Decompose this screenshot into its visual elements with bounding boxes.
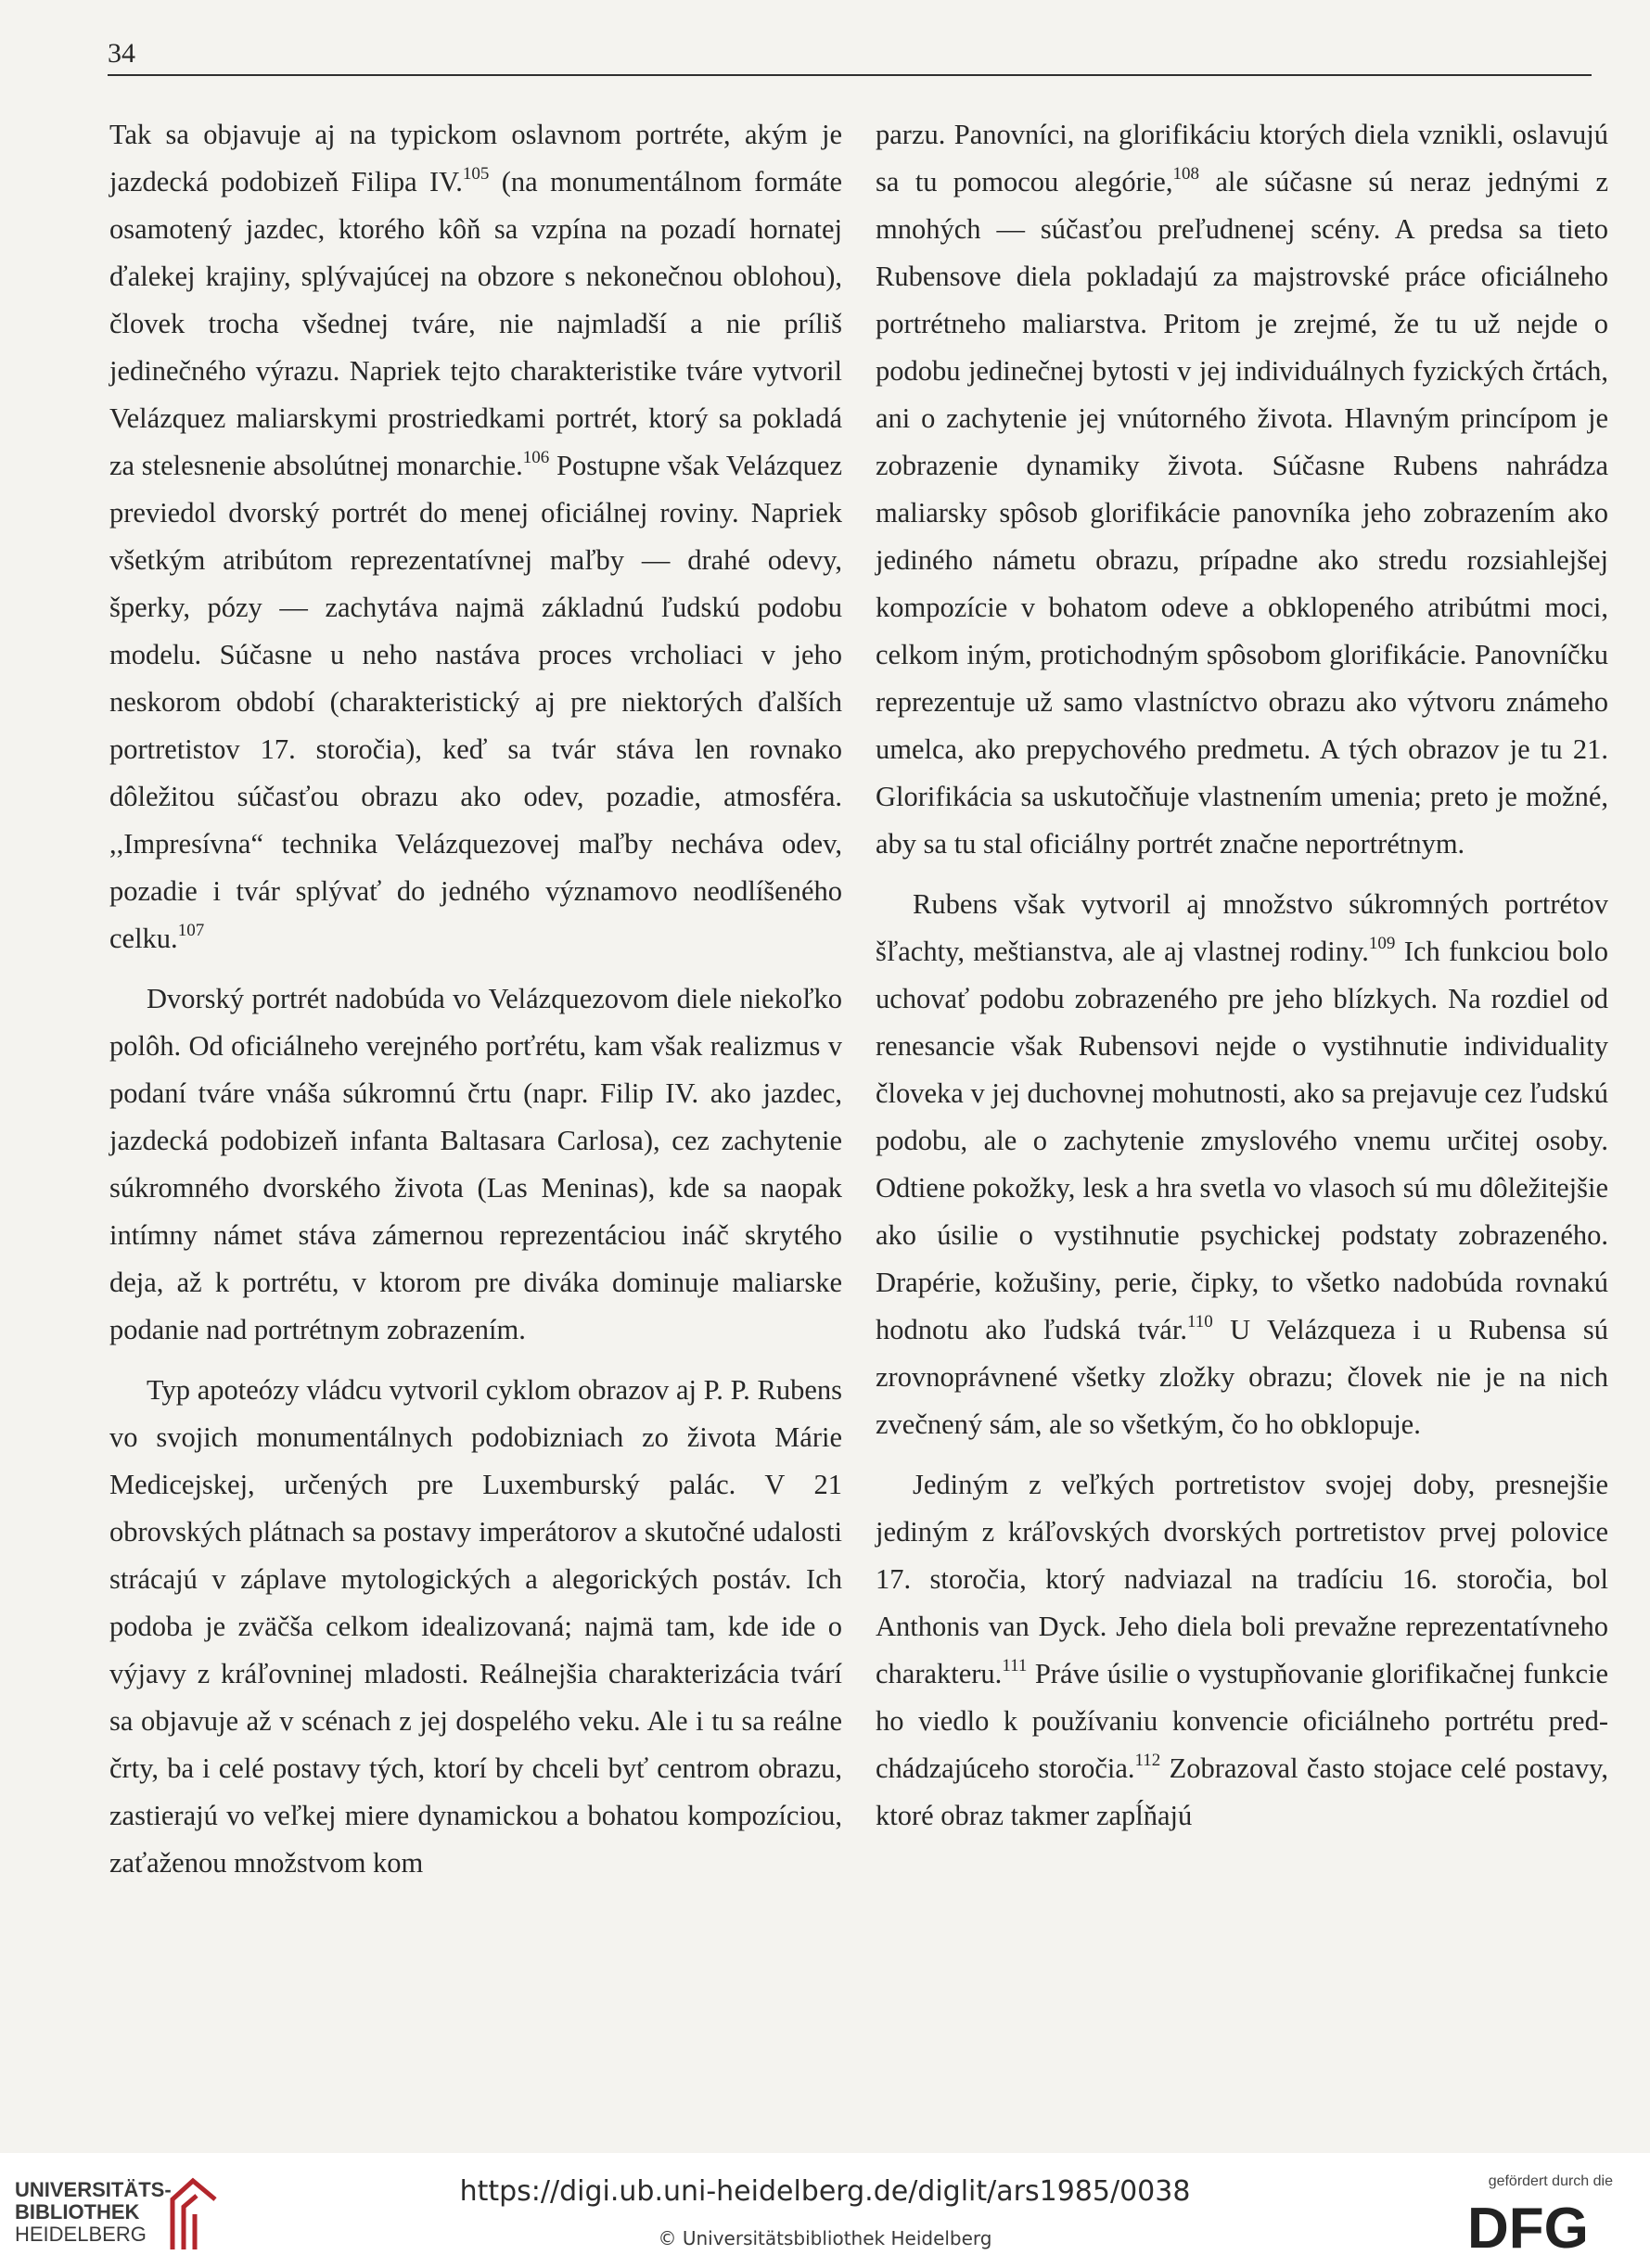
dfg-logo-icon[interactable]: [1467, 2199, 1618, 2253]
paragraph: [876, 881, 1608, 1448]
page-number: 34: [108, 38, 135, 69]
footnote-ref[interactable]: 106: [522, 448, 550, 467]
page-url-link[interactable]: https://digi.ub.uni-heidelberg.de/diglit/ars1985/0038: [459, 2175, 1191, 2208]
footnote-ref[interactable]: 108: [1172, 164, 1199, 184]
paragraph-text: Tak sa objavuje aj na typickom oslavnom portréte, akým je jazdecká podobizeň Filipa IV.: [109, 119, 842, 197]
footnote-ref[interactable]: 110: [1186, 1312, 1213, 1331]
footnote-ref[interactable]: 111: [1002, 1656, 1028, 1676]
footnote-ref[interactable]: 112: [1134, 1751, 1161, 1770]
paragraph: [109, 111, 842, 962]
paragraph: [876, 1461, 1608, 1840]
paragraph: Typ apoteózy vládcu vytvoril cyklom obrazov aj P. P. Rubens vo svojich monumentálnych podobizniach zo života Márie Medicejskej, určených pre Luxemburský palác. V 21 obrovských plátnach sa postavy imperátorov a skutočné udalosti strácajú v záplave mytologických a alegorických postáv. Ich podoba je zväčša celkom idealizovaná; najmä tam, kde ide o výjavy z kráľovninej mladosti. Reálnejšia charakterizácia tvárí sa objavuje až v scénach z jej dospelého veku. Ale i tu sa reálne črty, ba i celé postavy tých, ktorí by chceli byť centrom obrazu, zastierajú vo veľkej miere dynamickou a bohatou kompozíciou, zaťaženou množstvom kom: [109, 1374, 842, 1879]
paragraph-text: Rubens však vytvoril aj množstvo súkromných portrétov šľachty, meštianstva, ale aj vlastnej rodiny.: [876, 888, 1608, 967]
paragraph-text: parzu. Panovníci, na glorifikáciu ktorých diela vznikli, oslavujú sa tu pomocou alegórie,: [876, 119, 1608, 197]
footnote-ref[interactable]: 109: [1368, 934, 1396, 953]
footer-bar: [0, 2153, 1650, 2268]
paragraph-text: Jediným z veľkých portretistov svojej doby, presnejšie jediným z kráľovských dvorských portretistov prvej polovice 17. storočia, ktorý nadviazal na tradíciu 16. storočia, bol Anthonis van Dyck. Jeho diela boli prevažne reprezentatívneho charakteru.: [876, 1469, 1608, 1689]
sponsor-note: gefördert durch die: [1488, 2173, 1613, 2189]
paragraph-text: Práve úsilie o vystupňovanie glorifikačnej funkcie ho viedlo k používaniu konvencie oficiálneho portrétu predchádzajúceho storočia.: [876, 1658, 1608, 1784]
paragraph-text: Zobrazoval často stojace celé postavy, ktoré obraz takmer zapĺňajú: [876, 1752, 1608, 1831]
paragraph-text: U Velázqueza i u Rubensa sú zrovnoprávnené všetky zložky obrazu; človek nie je na nich zvečnený sám, ale so všetkým, čo ho obklopuje.: [876, 1314, 1609, 1440]
copyright-notice: © Universitätsbibliothek Heidelberg: [658, 2227, 992, 2249]
footnote-ref[interactable]: 105: [462, 164, 490, 184]
header-rule: [108, 74, 1592, 76]
paragraph-text: Postupne však Velázquez previedol dvorský portrét do menej oficiálnej roviny. Napriek všetkým atribútom reprezentatívnej maľby — drahé odevy, šperky, pózy — zachytáva najmä základnú ľudskú podobu modelu. Súčasne u neho nastáva proces vrcholiaci v jeho neskorom období (charakteristický aj pre niektorých ďalších portretistov 17. storočia), keď sa tvár stáva len rovnako dôležitou súčasťou obrazu ako odev, pozadie, atmosféra. ,,Impresívna“ technika Velázquezovej maľby necháva odev, pozadie i tvár splývať do jedného významovo neodlíšeného celku.: [109, 450, 842, 954]
paragraph-text: (na monumentálnom formáte osamotený jazdec, ktorého kôň sa vzpína na pozadí hornatej ďalekej krajiny, splývajúcej na obzore s nekonečnou oblohou), človek trocha všednej tváre, nie najmladší a nie príliš jedinečného výrazu. Napriek tejto charakteristike tváre vytvoril Velázquez maliarskymi prostriedkami portrét, ktorý sa pokladá za stelesnenie absolútnej monarchie.: [109, 166, 842, 481]
paragraph: Dvorský portrét nadobúda vo Velázquezovom diele niekoľko polôh. Od oficiálneho verejného porťrétu, kam však realizmus v podaní tváre vnáša súkromnú črtu (napr. Filip IV. ako jazdec, jazdecká podobizeň infanta Baltasara Carlosa), cez zachytenie súkromného dvorského života (Las Meninas), kde sa naopak intímny námet stáva zámernou reprezentáciou ináč skrytého deja, až k portrétu, v ktorom pre diváka dominuje maliarske podanie nad portrétnym zobrazením.: [109, 983, 842, 1345]
paragraph-text: Ich funkciou bolo uchovať podobu zobrazeného pre jeho blízkych. Na rozdiel od renesancie však Rubensovi nejde o vystihnutie individuality človeka v jej duchovnej mohutnosti, ako sa prejavuje cez ľudskú podobu, ale o zachytenie zmyslového vnemu určitej osoby. Odtiene pokožky, lesk a hra svetla vo vlasoch sú mu dôležitejšie ako úsilie o vystihnutie psychickej podstaty zobrazeného. Drapérie, kožušiny, perie, čipky, to všetko nadobúda rovnakú hodnotu ako ľudská tvár.: [876, 936, 1608, 1345]
paragraph: [876, 111, 1608, 868]
library-logo-line: HEIDELBERG: [15, 2223, 147, 2246]
paragraph-text: ale súčasne sú neraz jednými z mnohých — súčasťou preľudnenej scény. A predsa sa tieto Rubensove diela pokladajú za majstrovské práce oficiálneho portrétneho maliarstva. Pritom je zrejmé, že tu už nejde o podobu jedinečnej bytosti v jej individuálnych fyzických črtách, ani o zachytenie jej vnútorného života. Hlavným princípom je zobrazenie dynamiky života. Súčasne Rubens nahrádza maliarsky spôsob glorifikácie panovníka jeho zobrazením ako jediného námetu obrazu, prípadne ako stredu rozsiahlejšej kompozície v bohatom odeve a obklopeného atribútmi moci, celkom iným, protichodným spôsobom glorifikácie. Panovníčku reprezentuje už samo vlastníctvo obrazu ako výtvoru známeho umelca, ako prepychového predmetu. A tých obrazov je tu 21. Glorifikácia sa uskutočňuje vlastnením umenia; preto je možné, aby sa tu stal oficiálny portrét značne neportrétnym.: [876, 166, 1608, 860]
footnote-ref[interactable]: 107: [177, 921, 205, 940]
left-column: [109, 111, 842, 1887]
library-logo-line: UNIVERSITÄTS-: [15, 2178, 172, 2201]
library-logo-line: BIBLIOTHEK: [15, 2200, 140, 2223]
right-column: [876, 111, 1608, 1840]
dfg-logo-text: DFG: [1467, 2199, 1589, 2253]
